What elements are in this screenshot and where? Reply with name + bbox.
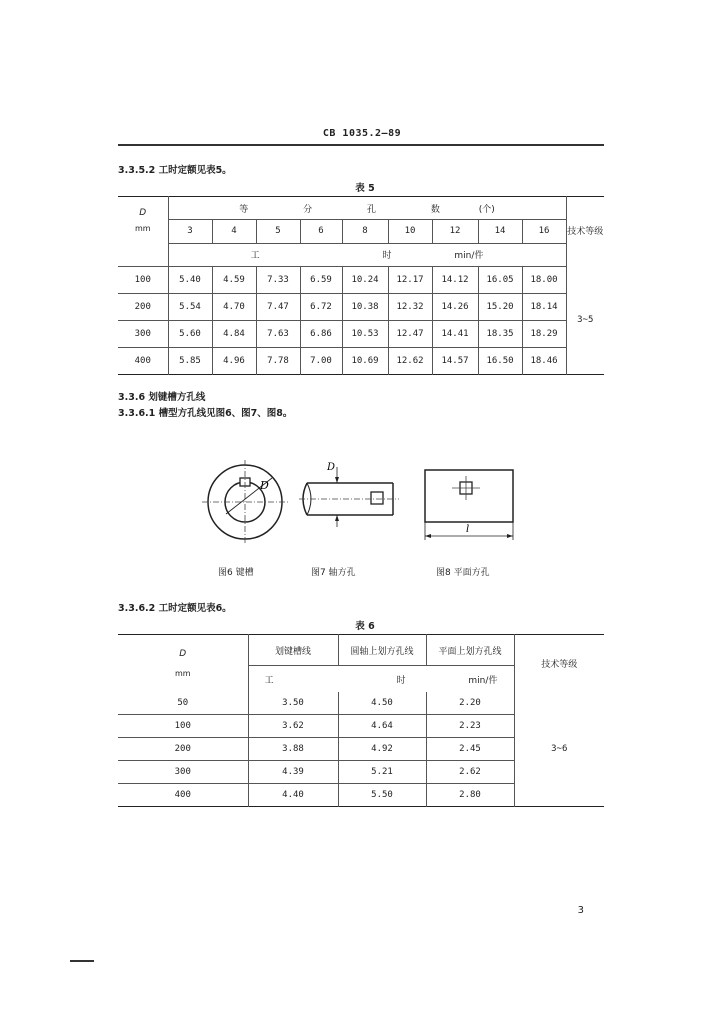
table6-cell: 4.64 [338,715,426,738]
table5-cell: 14.26 [432,293,478,320]
table5-cell: 7.00 [300,347,342,374]
table5-cell: 5.54 [168,293,212,320]
table5-cell: 14.12 [432,266,478,293]
table-row [118,320,604,347]
table5-cell: 4.84 [212,320,256,347]
fig6-d-label: D [260,479,269,492]
table-row [118,293,604,320]
table5-caption: 表 5 [355,183,375,194]
table6-cell: 2.80 [426,784,514,807]
table5-cell: 18.46 [522,347,566,374]
table-row [118,347,604,374]
table5-count-header: 5 [256,220,300,243]
table5-count-header: 6 [300,220,342,243]
table5-cell: 7.63 [256,320,300,347]
table5-cell: 10.38 [342,293,388,320]
table5-count-header: 10 [388,220,432,243]
figure8-caption: 图8 平面方孔 [436,568,490,578]
table-row [118,692,604,715]
table6-header-shaft: 圆轴上划方孔线 [338,635,426,666]
table5-cell: 14.41 [432,320,478,347]
table6-d-value: 100 [118,715,248,738]
figure7-caption: 图7 轴方孔 [311,568,356,578]
table5-cell: 16.50 [478,347,522,374]
table6-caption: 表 6 [355,621,375,632]
table6-header-keyway: 划键槽线 [248,635,338,666]
table5-d-value: 300 [118,320,168,347]
figure6-keyway-drawing [200,455,290,550]
table6-d-value: 400 [174,790,191,800]
table5-cell: 7.47 [256,293,300,320]
table5-cell: 4.59 [212,266,256,293]
table6-cell: 3.88 [248,738,338,761]
table6-cell: 3.62 [248,715,338,738]
table6-grade-header: 技术等级 [514,635,604,693]
table6-cell: 4.40 [248,784,338,807]
table6-cell: 4.39 [248,761,338,784]
table6-cell: 3.50 [248,692,338,715]
table6 [118,634,604,807]
table5-d-unit: mm [134,223,151,233]
section-3362-title: 3.3.6.2 工时定额见表6。 [118,603,232,614]
table6-cell: 2.62 [426,761,514,784]
table5-count-header: 3 [168,220,212,243]
table5-time-header: 工 时 min/件 [168,243,566,266]
table5-cell: 6.86 [300,320,342,347]
table5-grade-value: 3~5 [566,266,604,374]
table5-cell: 16.05 [478,266,522,293]
table6-d-unit: mm [174,669,191,678]
table5-d-value: 400 [134,355,151,366]
table5-cell: 10.69 [342,347,388,374]
table6-cell: 2.45 [426,738,514,761]
table5-cell: 10.53 [342,320,388,347]
table5-cell: 18.00 [522,266,566,293]
table5-d-label: D [139,207,147,218]
table6-cell: 5.50 [338,784,426,807]
section-3361-text: 3.3.6.1 槽型方孔线见图6、图7、图8。 [118,408,293,419]
table6-cell: 4.50 [338,692,426,715]
table5-cell: 6.72 [300,293,342,320]
table5 [118,196,604,375]
table6-d-value: 50 [118,692,248,715]
table5-d-header [118,197,168,244]
document-code: CB 1035.2—89 [322,128,402,139]
table6-d-label: D [179,649,187,659]
table5-count-header: 14 [478,220,522,243]
table6-cell: 2.20 [426,692,514,715]
table6-d-value: 300 [118,761,248,784]
table5-count-header: 12 [432,220,478,243]
fig8-l-label: l [466,524,470,535]
table5-cell: 5.60 [168,320,212,347]
table5-cell: 4.70 [212,293,256,320]
table5-group-header: 等 分 孔 数 (个) [168,197,566,220]
table5-count-header: 8 [342,220,388,243]
table6-d-header [118,635,248,693]
section-3352-title: 3.3.5.2 工时定额见表5。 [118,165,232,176]
table6-header-plane: 平面上划方孔线 [426,635,514,666]
table5-cell: 5.40 [168,266,212,293]
table6-d-value: 200 [118,738,248,761]
table5-cell: 7.78 [256,347,300,374]
table5-count-header: 4 [212,220,256,243]
table5-cell: 18.35 [478,320,522,347]
table5-cell: 12.32 [388,293,432,320]
table6-cell: 4.92 [338,738,426,761]
table5-cell: 18.14 [522,293,566,320]
figure7-shaft-drawing [295,455,405,535]
table5-cell: 15.20 [478,293,522,320]
table5-cell: 14.57 [432,347,478,374]
square-hole [371,492,383,504]
table5-cell: 5.85 [168,347,212,374]
table5-grade-header: 技术等级 [566,197,604,267]
table-row [118,266,604,293]
table6-cell: 5.21 [338,761,426,784]
table5-cell: 12.47 [388,320,432,347]
table6-grade-value: 3~6 [514,692,604,807]
table5-cell: 12.62 [388,347,432,374]
table5-cell: 4.96 [212,347,256,374]
figure8-plane-drawing [420,460,520,545]
section-336-title: 3.3.6 划键槽方孔线 [118,392,206,403]
footer-mark [70,960,94,962]
header-rule [118,144,604,146]
table5-cell: 10.24 [342,266,388,293]
table5-cell: 12.17 [388,266,432,293]
table6-cell: 2.23 [426,715,514,738]
table6-time-header: 工 时 min/件 [248,666,514,693]
page-number: 3 [577,905,584,916]
table5-cell: 6.59 [300,266,342,293]
fig7-d-label: D [327,462,336,473]
table5-count-header: 16 [522,220,566,243]
plate-outline [425,470,513,522]
figure6-caption: 图6 键槽 [218,568,254,578]
table5-d-value: 200 [118,293,168,320]
table5-d-value: 100 [118,266,168,293]
table5-cell: 7.33 [256,266,300,293]
table5-cell: 18.29 [522,320,566,347]
